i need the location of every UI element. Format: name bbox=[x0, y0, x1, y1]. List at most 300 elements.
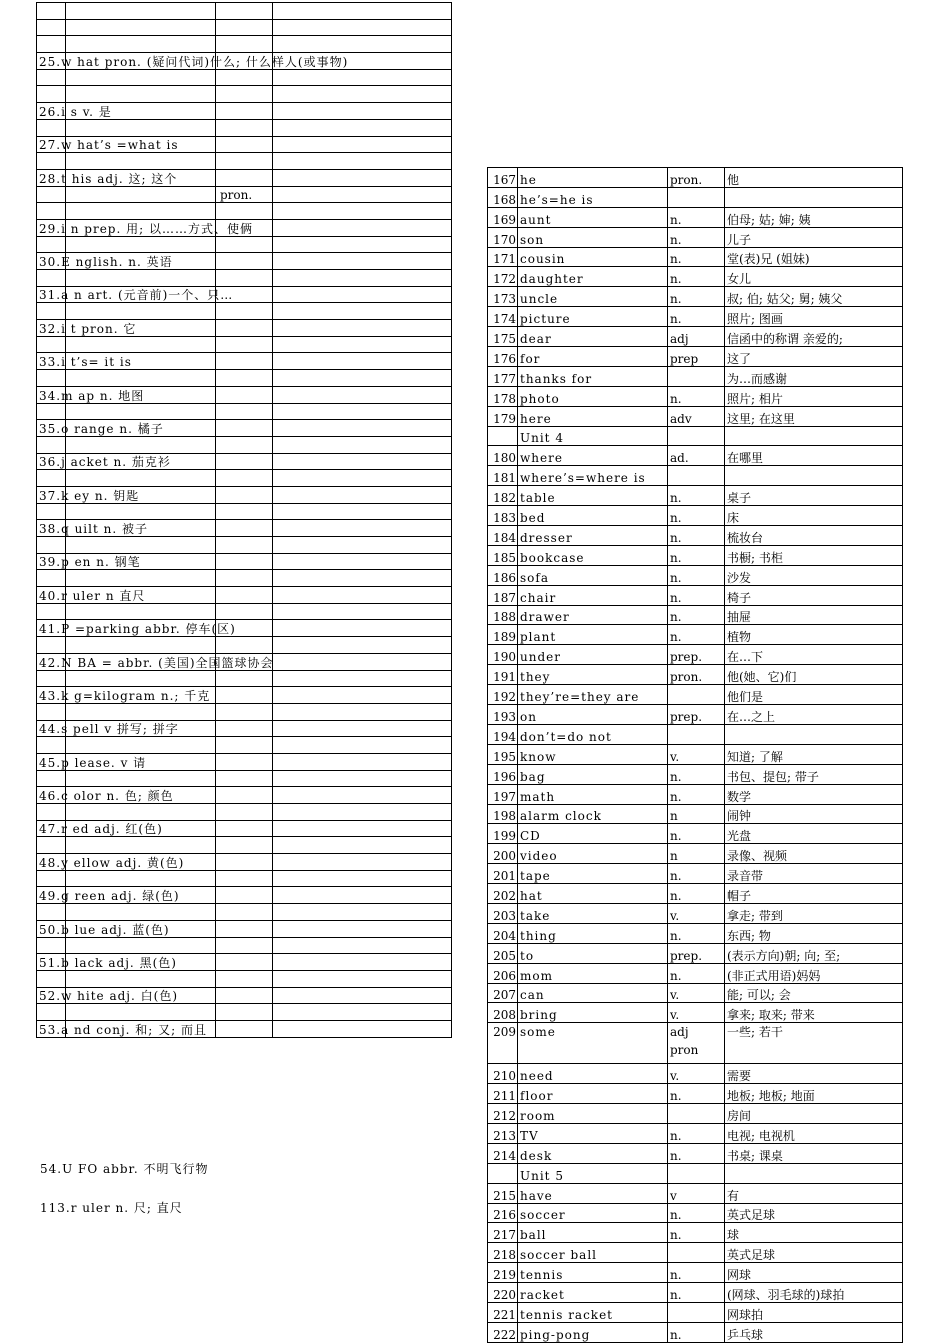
left-entry-text: 37.k ey n. 钥匙 bbox=[39, 488, 140, 503]
left-table-cell bbox=[66, 1004, 216, 1021]
vocab-row bbox=[488, 625, 903, 645]
left-table-cell bbox=[273, 920, 452, 937]
left-table-row bbox=[37, 854, 452, 871]
vocab-row bbox=[488, 903, 903, 923]
left-table-cell bbox=[273, 153, 452, 170]
vocab-row bbox=[488, 565, 903, 585]
entry-meaning: 录像、视频 bbox=[725, 844, 903, 864]
entry-meaning: 儿子 bbox=[725, 227, 903, 247]
left-table-cell bbox=[273, 303, 452, 320]
left-table-row bbox=[37, 153, 452, 170]
entry-part-of-speech bbox=[668, 366, 725, 386]
left-entry-text: 42.N BA = abbr. (美国)全国篮球协会 bbox=[39, 655, 274, 670]
entry-word: mom bbox=[518, 963, 668, 983]
entry-number: 193 bbox=[488, 705, 518, 725]
entry-part-of-speech: n. bbox=[668, 1263, 725, 1283]
left-table-cell bbox=[216, 436, 273, 453]
left-table-row bbox=[37, 570, 452, 587]
vocab-row bbox=[488, 1283, 903, 1303]
entry-word: can bbox=[518, 983, 668, 1003]
vocab-row bbox=[488, 287, 903, 307]
left-table-cell bbox=[37, 3, 66, 20]
left-entry-text: 35.o range n. 橘子 bbox=[39, 421, 164, 436]
vocab-row bbox=[488, 506, 903, 526]
entry-word: CD bbox=[518, 824, 668, 844]
vocab-row bbox=[488, 923, 903, 943]
left-table-row bbox=[37, 587, 452, 604]
entry-word: bag bbox=[518, 764, 668, 784]
left-table-cell bbox=[273, 119, 452, 136]
left-table-cell bbox=[66, 236, 216, 253]
left-table-row bbox=[37, 954, 452, 971]
left-table-cell bbox=[37, 253, 173, 270]
entry-number: 171 bbox=[488, 247, 518, 267]
entry-word: where bbox=[518, 446, 668, 466]
left-table-cell bbox=[216, 737, 273, 754]
left-table-cell bbox=[37, 453, 171, 470]
left-entry-text: 26.i s v. 是 bbox=[39, 104, 112, 119]
left-table-cell bbox=[273, 970, 452, 987]
vocab-row bbox=[488, 406, 903, 426]
left-table-row bbox=[37, 1004, 452, 1021]
entry-part-of-speech: n. bbox=[668, 207, 725, 227]
entry-number: 194 bbox=[488, 724, 518, 744]
entry-meaning: 在…下 bbox=[725, 645, 903, 665]
left-table-cell bbox=[273, 1004, 452, 1021]
entry-part-of-speech: adj bbox=[668, 327, 725, 347]
left-table-row bbox=[37, 637, 452, 654]
left-table-cell bbox=[216, 904, 273, 921]
entry-word: here bbox=[518, 406, 668, 426]
vocab-row bbox=[488, 1223, 903, 1243]
entry-number: 204 bbox=[488, 923, 518, 943]
entry-word: tape bbox=[518, 864, 668, 884]
entry-number: 183 bbox=[488, 506, 518, 526]
entry-part-of-speech: prep. bbox=[668, 705, 725, 725]
left-table-cell bbox=[37, 86, 66, 103]
vocab-row bbox=[488, 1023, 903, 1064]
left-table-cell bbox=[37, 753, 147, 770]
entry-number: 186 bbox=[488, 565, 518, 585]
entry-number: 215 bbox=[488, 1183, 518, 1203]
left-table-row bbox=[37, 870, 452, 887]
entry-meaning bbox=[725, 724, 903, 744]
left-table-cell bbox=[216, 703, 273, 720]
left-table-row bbox=[37, 53, 452, 70]
vocab-row bbox=[488, 207, 903, 227]
entry-meaning: 信函中的称谓 亲爱的; bbox=[725, 327, 903, 347]
left-table-cell bbox=[273, 453, 452, 470]
left-table-row bbox=[37, 804, 452, 821]
left-table-row bbox=[37, 820, 452, 837]
left-table-cell bbox=[37, 920, 170, 937]
left-table-cell bbox=[66, 470, 216, 487]
left-table-cell bbox=[273, 653, 452, 670]
vocab-row bbox=[488, 665, 903, 685]
entry-part-of-speech: prep. bbox=[668, 645, 725, 665]
entry-meaning: 在哪里 bbox=[725, 446, 903, 466]
left-table-cell bbox=[37, 937, 66, 954]
entry-number: 182 bbox=[488, 486, 518, 506]
entry-part-of-speech: n. bbox=[668, 386, 725, 406]
entry-word: on bbox=[518, 705, 668, 725]
entry-part-of-speech bbox=[668, 1243, 725, 1263]
left-table-cell bbox=[273, 570, 452, 587]
entry-meaning bbox=[725, 187, 903, 207]
left-table-cell bbox=[216, 854, 273, 871]
entry-part-of-speech: n. bbox=[668, 1203, 725, 1223]
left-table-cell bbox=[216, 453, 273, 470]
entry-word: tennis bbox=[518, 1263, 668, 1283]
vocab-row bbox=[488, 1203, 903, 1223]
left-table-cell bbox=[216, 36, 273, 53]
vocab-row bbox=[488, 1263, 903, 1283]
left-table-row bbox=[37, 353, 452, 370]
left-table-cell bbox=[66, 837, 216, 854]
left-table-cell bbox=[216, 887, 273, 904]
vocab-row bbox=[488, 1084, 903, 1104]
left-table-cell bbox=[273, 670, 452, 687]
entry-part-of-speech: prep bbox=[668, 347, 725, 367]
entry-meaning: 知道; 了解 bbox=[725, 744, 903, 764]
left-table-cell bbox=[273, 987, 452, 1004]
left-table-cell bbox=[37, 520, 148, 537]
entry-part-of-speech: n. bbox=[668, 923, 725, 943]
entry-meaning: 书桌; 课桌 bbox=[725, 1143, 903, 1163]
entry-word: thanks for bbox=[518, 366, 668, 386]
entry-meaning: 他(她、它)们 bbox=[725, 665, 903, 685]
entry-number: 179 bbox=[488, 406, 518, 426]
left-table-cell bbox=[273, 620, 452, 637]
left-table-cell bbox=[37, 737, 66, 754]
left-table-cell bbox=[273, 103, 452, 120]
left-table-cell bbox=[273, 537, 452, 554]
entry-number: 169 bbox=[488, 207, 518, 227]
entry-part-of-speech: n. bbox=[668, 764, 725, 784]
left-table-cell bbox=[66, 336, 216, 353]
left-table-cell bbox=[273, 486, 452, 503]
left-table-row bbox=[37, 670, 452, 687]
entry-word: racket bbox=[518, 1283, 668, 1303]
entry-meaning: 植物 bbox=[725, 625, 903, 645]
vocab-row bbox=[488, 247, 903, 267]
entry-word: don’t=do not bbox=[518, 724, 668, 744]
entry-part-of-speech: n. bbox=[668, 526, 725, 546]
entry-word: alarm clock bbox=[518, 804, 668, 824]
left-table-cell bbox=[273, 136, 452, 153]
entry-meaning: 闹钟 bbox=[725, 804, 903, 824]
entry-part-of-speech: n. bbox=[668, 1123, 725, 1143]
entry-number: 181 bbox=[488, 466, 518, 486]
left-table-cell bbox=[66, 537, 216, 554]
entry-meaning: 床 bbox=[725, 506, 903, 526]
left-table-cell bbox=[273, 169, 452, 186]
entry-meaning: 这了 bbox=[725, 347, 903, 367]
left-table-row bbox=[37, 219, 452, 236]
left-table-cell bbox=[66, 186, 216, 203]
left-table-cell bbox=[37, 203, 66, 220]
left-table-cell bbox=[37, 386, 145, 403]
left-table-cell bbox=[66, 3, 216, 20]
left-table-cell bbox=[37, 53, 349, 70]
left-table-cell bbox=[66, 670, 216, 687]
left-table-cell bbox=[216, 169, 273, 186]
entry-part-of-speech: n. bbox=[668, 963, 725, 983]
entry-meaning: 英式足球 bbox=[725, 1243, 903, 1263]
left-table-cell bbox=[216, 603, 273, 620]
entry-part-of-speech: n. bbox=[668, 545, 725, 565]
left-table-cell bbox=[273, 787, 452, 804]
left-table-row bbox=[37, 537, 452, 554]
entry-part-of-speech: n. bbox=[668, 1322, 725, 1342]
vocab-row bbox=[488, 545, 903, 565]
entry-number: 222 bbox=[488, 1322, 518, 1342]
left-table-cell bbox=[37, 537, 66, 554]
left-table-cell bbox=[216, 970, 273, 987]
entry-number: 190 bbox=[488, 645, 518, 665]
left-table-cell bbox=[216, 270, 273, 287]
left-entry-text: 27.w hat’s =what is bbox=[39, 138, 179, 153]
left-table-row bbox=[37, 753, 452, 770]
left-table-row bbox=[37, 837, 452, 854]
vocab-row bbox=[488, 446, 903, 466]
left-table-row bbox=[37, 86, 452, 103]
entry-word: TV bbox=[518, 1123, 668, 1143]
entry-meaning bbox=[725, 466, 903, 486]
entry-meaning: 叔; 伯; 姑父; 舅; 姨父 bbox=[725, 287, 903, 307]
entry-word: to bbox=[518, 943, 668, 963]
entry-word: Unit 4 bbox=[518, 426, 668, 446]
vocab-row bbox=[488, 1143, 903, 1163]
left-table-cell bbox=[37, 687, 211, 704]
left-table-cell bbox=[37, 804, 66, 821]
left-table-cell bbox=[66, 904, 216, 921]
left-table-cell bbox=[216, 570, 273, 587]
entry-word: uncle bbox=[518, 287, 668, 307]
left-table-cell bbox=[66, 119, 216, 136]
entry-word: soccer bbox=[518, 1203, 668, 1223]
entry-meaning: 女儿 bbox=[725, 267, 903, 287]
entry-word: math bbox=[518, 784, 668, 804]
vocab-row bbox=[488, 983, 903, 1003]
left-table-cell bbox=[273, 19, 452, 36]
entry-number: 167 bbox=[488, 168, 518, 188]
left-entry-text: 29.i n prep. 用; 以……方式、使俩 bbox=[39, 221, 253, 236]
left-table-cell bbox=[37, 470, 66, 487]
left-table-row bbox=[37, 787, 452, 804]
left-table-cell bbox=[216, 486, 273, 503]
left-entry-text: 40.r uler n 直尺 bbox=[39, 588, 146, 603]
entry-meaning: 椅子 bbox=[725, 585, 903, 605]
vocab-row bbox=[488, 864, 903, 884]
vocab-row bbox=[488, 1123, 903, 1143]
left-table-cell bbox=[216, 203, 273, 220]
left-table-row bbox=[37, 453, 452, 470]
left-table-cell bbox=[66, 403, 216, 420]
entry-part-of-speech: adv bbox=[668, 406, 725, 426]
left-table-cell bbox=[37, 503, 66, 520]
vocab-row bbox=[488, 705, 903, 725]
left-table-row bbox=[37, 486, 452, 503]
left-table-cell bbox=[273, 937, 452, 954]
left-table-cell bbox=[216, 19, 273, 36]
left-table-cell bbox=[216, 920, 273, 937]
entry-part-of-speech: n. bbox=[668, 824, 725, 844]
left-table-row bbox=[37, 687, 452, 704]
entry-number: 170 bbox=[488, 227, 518, 247]
left-table-row bbox=[37, 420, 452, 437]
entry-number: 199 bbox=[488, 824, 518, 844]
left-table-row bbox=[37, 3, 452, 20]
entry-number: 212 bbox=[488, 1104, 518, 1124]
entry-number: 206 bbox=[488, 963, 518, 983]
left-table-cell bbox=[216, 987, 273, 1004]
entry-part-of-speech: n. bbox=[668, 565, 725, 585]
left-table-cell bbox=[37, 236, 66, 253]
left-table-row bbox=[37, 36, 452, 53]
left-table-row bbox=[37, 770, 452, 787]
left-table-cell bbox=[273, 587, 452, 604]
left-table-cell bbox=[37, 219, 253, 236]
left-entry-text: 49.g reen adj. 绿(色) bbox=[39, 889, 180, 904]
left-table-cell bbox=[216, 587, 273, 604]
left-entry-text: 47.r ed adj. 红(色) bbox=[39, 822, 163, 837]
left-table-cell bbox=[66, 203, 216, 220]
entry-word: soccer ball bbox=[518, 1243, 668, 1263]
left-table-row bbox=[37, 970, 452, 987]
left-entry-text: 48.y ellow adj. 黄(色) bbox=[39, 855, 185, 870]
left-entry-text: 34.m ap n. 地图 bbox=[39, 388, 145, 403]
vocab-row bbox=[488, 724, 903, 744]
entry-part-of-speech: pron. bbox=[668, 665, 725, 685]
left-entry-text: 52.w hite adj. 白(色) bbox=[39, 989, 179, 1004]
left-table-cell bbox=[273, 336, 452, 353]
vocab-row bbox=[488, 486, 903, 506]
entry-meaning: 照片; 相片 bbox=[725, 386, 903, 406]
left-table-cell bbox=[273, 837, 452, 854]
entry-number: 189 bbox=[488, 625, 518, 645]
entry-meaning: 拿走; 带到 bbox=[725, 903, 903, 923]
below-entry-ruler: 113.r uler n. 尺; 直尺 bbox=[40, 1201, 183, 1215]
left-table-row bbox=[37, 737, 452, 754]
entry-meaning: 房间 bbox=[725, 1104, 903, 1124]
entry-word: aunt bbox=[518, 207, 668, 227]
entry-part-of-speech bbox=[668, 426, 725, 446]
vocab-row bbox=[488, 466, 903, 486]
left-table-cell bbox=[273, 219, 452, 236]
left-table-cell bbox=[216, 353, 273, 370]
left-table-row bbox=[37, 203, 452, 220]
left-table-cell bbox=[216, 520, 273, 537]
entry-number: 214 bbox=[488, 1143, 518, 1163]
left-table-row bbox=[37, 503, 452, 520]
left-table-cell bbox=[66, 603, 216, 620]
entry-word: know bbox=[518, 744, 668, 764]
vocab-row bbox=[488, 824, 903, 844]
left-table-cell bbox=[273, 86, 452, 103]
entry-meaning: 英式足球 bbox=[725, 1203, 903, 1223]
left-table-cell bbox=[216, 637, 273, 654]
entry-word: daughter bbox=[518, 267, 668, 287]
left-table-cell bbox=[216, 420, 273, 437]
vocab-row bbox=[488, 744, 903, 764]
left-table-row bbox=[37, 920, 452, 937]
entry-part-of-speech: ad. bbox=[668, 446, 725, 466]
entry-meaning: 网球拍 bbox=[725, 1302, 903, 1322]
vocab-row bbox=[488, 227, 903, 247]
entry-meaning: 数学 bbox=[725, 784, 903, 804]
vocab-row bbox=[488, 804, 903, 824]
entry-part-of-speech bbox=[668, 466, 725, 486]
entry-word: sofa bbox=[518, 565, 668, 585]
left-table-cell bbox=[216, 103, 273, 120]
left-table-cell bbox=[273, 69, 452, 86]
entry-number: 187 bbox=[488, 585, 518, 605]
left-table-cell bbox=[37, 637, 66, 654]
left-table-cell bbox=[216, 1004, 273, 1021]
entry-word: where’s=where is bbox=[518, 466, 668, 486]
entry-number: 188 bbox=[488, 605, 518, 625]
entry-part-of-speech: pron. bbox=[668, 168, 725, 188]
left-entry-text: 46.c olor n. 色; 颜色 bbox=[39, 789, 174, 803]
left-table-cell bbox=[66, 303, 216, 320]
vocab-row bbox=[488, 366, 903, 386]
entry-meaning: 录音带 bbox=[725, 864, 903, 884]
left-table-cell bbox=[273, 420, 452, 437]
entry-meaning: 抽屉 bbox=[725, 605, 903, 625]
left-entry-text: 50.b lue adj. 蓝(色) bbox=[39, 922, 170, 937]
entry-part-of-speech: v. bbox=[668, 744, 725, 764]
entry-number: 217 bbox=[488, 1223, 518, 1243]
entry-word: video bbox=[518, 844, 668, 864]
entry-word: dear bbox=[518, 327, 668, 347]
vocab-row bbox=[488, 526, 903, 546]
entry-word: he’s=he is bbox=[518, 187, 668, 207]
entry-part-of-speech: n. bbox=[668, 625, 725, 645]
entry-part-of-speech bbox=[668, 187, 725, 207]
left-table-row bbox=[37, 19, 452, 36]
left-table-cell bbox=[273, 36, 452, 53]
left-table-row bbox=[37, 253, 452, 270]
entry-part-of-speech-line: adj bbox=[670, 1025, 689, 1040]
left-entry-text: 25.w hat pron. (疑问代词)什么; 什么样人(或事物) bbox=[39, 54, 349, 69]
left-table-cell bbox=[66, 19, 216, 36]
left-table-cell bbox=[273, 470, 452, 487]
left-table-cell bbox=[37, 486, 140, 503]
vocab-row bbox=[488, 1064, 903, 1084]
left-table-cell bbox=[216, 670, 273, 687]
left-table-cell bbox=[37, 320, 137, 337]
left-table-cell bbox=[273, 770, 452, 787]
entry-meaning: 沙发 bbox=[725, 565, 903, 585]
left-entry-text: 53.a nd conj. 和; 又; 而且 bbox=[39, 1022, 208, 1037]
left-entry-text: 41.P =parking abbr. 停车(区) bbox=[39, 622, 236, 637]
left-table-cell bbox=[37, 1004, 66, 1021]
entry-part-of-speech: n. bbox=[668, 784, 725, 804]
left-table-cell bbox=[216, 186, 273, 203]
left-table-cell bbox=[66, 86, 216, 103]
entry-part-of-speech: n. bbox=[668, 287, 725, 307]
left-table-cell bbox=[216, 804, 273, 821]
left-table-row bbox=[37, 653, 452, 670]
entry-word: bookcase bbox=[518, 545, 668, 565]
entry-word: drawer bbox=[518, 605, 668, 625]
left-table-cell bbox=[216, 787, 273, 804]
left-table-cell bbox=[37, 570, 66, 587]
entry-word: picture bbox=[518, 307, 668, 327]
left-table-cell bbox=[37, 653, 274, 670]
left-table-cell bbox=[216, 770, 273, 787]
